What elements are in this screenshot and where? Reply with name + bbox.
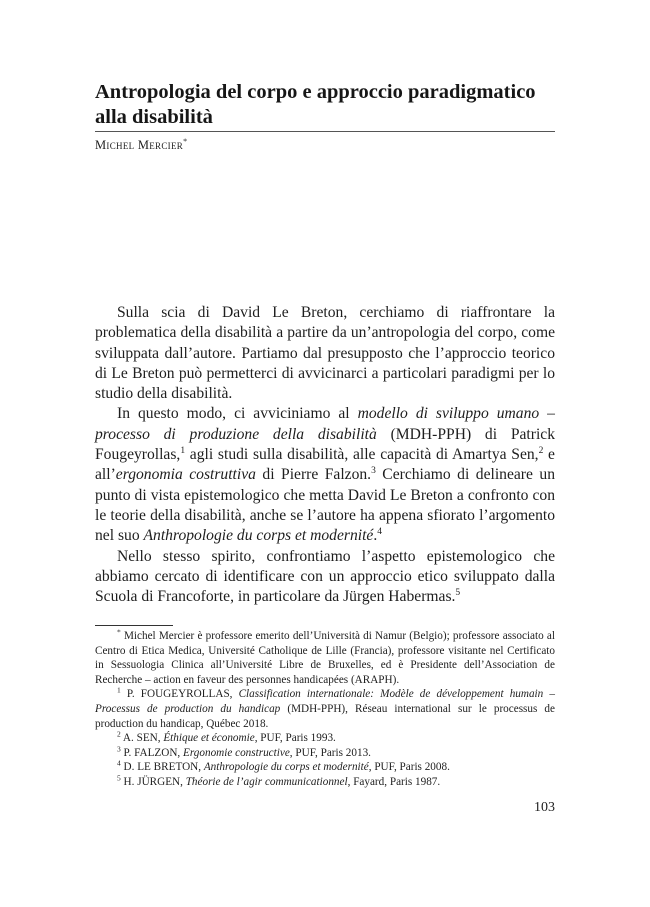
italic-term: modello di sviluppo umano – processo di produzione della disabilità <box>95 405 555 443</box>
footnote-author-name: P. FALZON, <box>120 746 184 759</box>
footnote-ref[interactable]: 3 <box>371 466 376 477</box>
footnote-text: , PUF, Paris 1993. <box>254 732 336 745</box>
paragraph-text: Cerchiamo di delineare un punto di vista epistemologico che metta David Le Breton a confronto con le teorie della disabilità, anche se l’autore ha appena sfiorato l’argomento nel suo <box>95 466 555 545</box>
footnote-number: 2 <box>117 729 121 739</box>
paragraph-text: agli studi sulla disabilità, alle capacità di Amartya Sen, <box>185 446 539 464</box>
paragraph-text: (MDH-PPH) di Patrick Fougeyrollas, <box>95 425 555 464</box>
footnote-work-title: Théorie de l’agir communicationnel <box>185 775 348 788</box>
footnote-text: , PUF, Paris 2013. <box>289 746 371 759</box>
footnotes <box>95 629 555 790</box>
footnote-ref[interactable]: 4 <box>377 527 383 538</box>
title-divider <box>95 131 555 132</box>
footnote-number: 1 <box>117 685 121 695</box>
paragraph-1 <box>95 303 555 404</box>
footnote-author-name: P. FOUGEYROLLAS, <box>120 688 239 701</box>
author-footnote-mark: * <box>183 137 188 146</box>
footnote-number: 4 <box>117 758 121 768</box>
footnote-text: Michel Mercier è professore emerito dell’Università di Namur (Belgio); professore associato al Centro di Etica Medica, Université Catholique de Lille (Francia), professore visitante nel Certificato in Sessuologia Clinica all’Université Libre de Bruxelles, ed è Presidente dell’Association de Recherche – action en faveur des personnes handicapées (ARAPH). <box>95 630 555 686</box>
footnote-number: 5 <box>117 773 121 783</box>
footnote-4 <box>95 760 555 775</box>
footnote-5 <box>95 775 555 790</box>
author-name: Michel Mercier <box>95 138 184 153</box>
footnote-author <box>95 629 555 687</box>
italic-term: Anthropologie du corps et modernité <box>143 527 374 545</box>
paragraph-text: Sulla scia di David Le Breton, cerchiamo di riaffrontare la problematica della disabilità a partire da un’antropologia del corpo, come sviluppata dall’autore. Partiamo dal presupposto che l’approccio teorico di Le Breton può permetterci di avvicinarci a particolari paradigmi per lo studio della disabilità. <box>95 304 555 403</box>
author-line <box>95 137 187 153</box>
paragraph-text: In questo modo, ci avviciniamo al <box>117 405 358 423</box>
footnote-divider <box>95 625 173 626</box>
footnote-1 <box>95 687 555 731</box>
page-number: 103 <box>534 800 555 815</box>
footnote-2 <box>95 731 555 746</box>
footnote-ref[interactable]: 2 <box>538 445 544 456</box>
footnote-text: , PUF, Paris 2008. <box>368 761 450 774</box>
footnote-text: , Fayard, Paris 1987. <box>347 775 441 788</box>
footnote-ref[interactable]: 5 <box>455 587 461 598</box>
body-text <box>95 303 555 607</box>
footnote-work-title: Anthropologie du corps et modernité <box>203 761 369 774</box>
footnote-work-title: Classification internationale: Modèle de développement humain – Processus de production du handicap <box>95 688 555 715</box>
paragraph-text: . <box>373 527 378 545</box>
paragraph-2 <box>95 404 555 546</box>
footnote-number: 3 <box>117 744 121 754</box>
footnote-text: (MDH-PPH), Réseau international sur le processus de production du handicap, Québec 2018. <box>95 702 555 730</box>
paragraph-text: Nello stesso spirito, confrontiamo l’aspetto epistemologico che abbiamo cercato di identificare con un approccio etico sviluppato dalla Scuola di Francoforte, in particolare da Jürgen Habermas. <box>95 547 555 606</box>
footnote-author-name: D. LE BRETON, <box>120 761 204 774</box>
footnote-work-title: Ergonomie constructive <box>183 746 290 759</box>
paragraph-text: di Pierre Falzon. <box>255 466 372 484</box>
footnote-3 <box>95 746 555 761</box>
paragraph-text: e all’ <box>95 446 555 484</box>
chapter-title: Antropologia del corpo e approccio paradigmatico alla disabilità <box>95 81 536 128</box>
paragraph-3 <box>95 547 555 608</box>
italic-term: ergonomia costruttiva <box>115 466 256 484</box>
footnote-work-title: Éthique et économie <box>163 732 255 745</box>
footnote-ref[interactable]: 1 <box>180 445 186 456</box>
footnote-mark: * <box>117 627 121 637</box>
footnote-author-name: A. SEN, <box>120 732 164 745</box>
footnote-author-name: H. JÜRGEN, <box>120 775 186 788</box>
